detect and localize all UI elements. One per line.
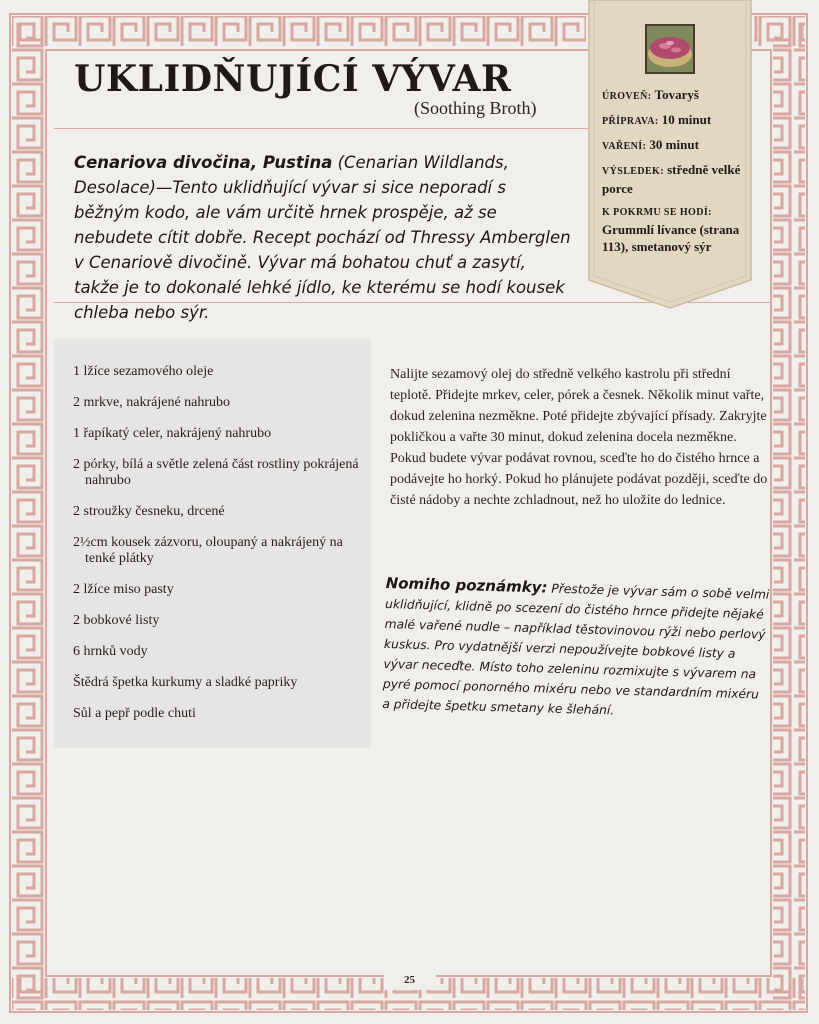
ingredient-item: Sůl a pepř podle chuti <box>73 706 196 721</box>
recipe-intro <box>74 150 574 325</box>
intro-text: (Cenarian Wildlands, Desolace)—Tento uklidňující vývar si sice neporadí s běžným kodo, ale vám určitě hrnek prospěje, až se nebudete cítit dobře. Recept pochází od Thressy Amberglen v Cenariově divočině. Vývar má bohatou chuť a zasytí, takže je to dokonalé lehké jídlo, ke kterému se hodí kousek chleba nebo sýr. <box>74 153 571 322</box>
ingredient-item: 1 řapíkatý celer, nakrájený nahrubo <box>73 426 272 441</box>
info-yield: VÝSLEDEK: středně velké porce <box>602 162 741 196</box>
ingredient-item: 2 stroužky česneku, drcené <box>73 504 225 519</box>
info-prep: PŘÍPRAVA: 10 minut <box>602 112 712 127</box>
ingredient-item: 2 pórky, bílá a světle zelená část rostliny pokrájená nahrubo <box>73 457 359 488</box>
info-cook: VAŘENÍ: 30 minut <box>602 137 699 152</box>
ingredient-item: 2½cm kousek zázvoru, oloupaný a nakrájený na tenké plátky <box>73 535 343 566</box>
ingredients-list <box>54 339 371 722</box>
ingredients-box <box>54 339 371 748</box>
info-level: ÚROVEŇ: Tovaryš <box>602 87 699 102</box>
chef-notes <box>382 573 772 725</box>
page-number: 25 <box>404 974 415 986</box>
recipe-title: UKLIDŇUJÍCÍ VÝVAR <box>74 58 512 100</box>
title-divider <box>54 128 588 129</box>
ingredient-item: Štědrá špetka kurkumy a sladké papriky <box>73 675 298 690</box>
broth-bowl-icon <box>645 24 695 74</box>
recipe-subtitle: (Soothing Broth) <box>414 98 537 118</box>
notes-label: Nomiho poznámky: <box>385 573 548 597</box>
ingredient-item: 6 hrnků vody <box>73 644 148 659</box>
ingredient-item: 2 mrkve, nakrájené nahrubo <box>73 395 231 410</box>
notes-text: Přestože je vývar sám o sobě velmi uklidňující, klidně po scezení do čistého hrnce přidejte nějaké malé vařené nudle – například těstovinovou rýži nebo perlový kuskus. Pro vydatnější verzi nepoužívejte bobkové listy a vývar neceďte. Místo toho zeleninu rozmixujte s vývarem na pyré pomocí ponorného mixéru nebo ve standardním mixéru a přidejte špetku smetany ke šlehání. <box>382 581 770 718</box>
ingredient-item: 2 lžíce miso pasty <box>73 582 174 597</box>
info-pairing: K POKRMU SE HODÍ: Grummlí lívance (strana 113), smetanový sýr <box>602 207 740 254</box>
instructions-text: Nalijte sezamový olej do středně velkého kastrolu při střední teplotě. Přidejte mrkev, celer, pórek a česnek. Několik minut vařte, dokud zelenina nezměkne. Poté přidejte zbývající přísady. Zakryjte pokličkou a vařte 30 minut, dokud zelenina docela nezměkne. Pokud budete vývar podávat rovnou, sceďte ho do čistého hrnce a podávejte ho horký. Pokud ho plánujete podávat později, sceďte do čisté nádoby a nechte zchladnout, než ho uložíte do lednice. <box>390 367 768 508</box>
ingredient-item: 1 lžíce sezamového oleje <box>73 364 214 379</box>
recipe-info <box>602 86 742 261</box>
ingredient-item: 2 bobkové listy <box>73 613 160 628</box>
intro-place: Cenariova divočina, Pustina <box>74 153 333 172</box>
